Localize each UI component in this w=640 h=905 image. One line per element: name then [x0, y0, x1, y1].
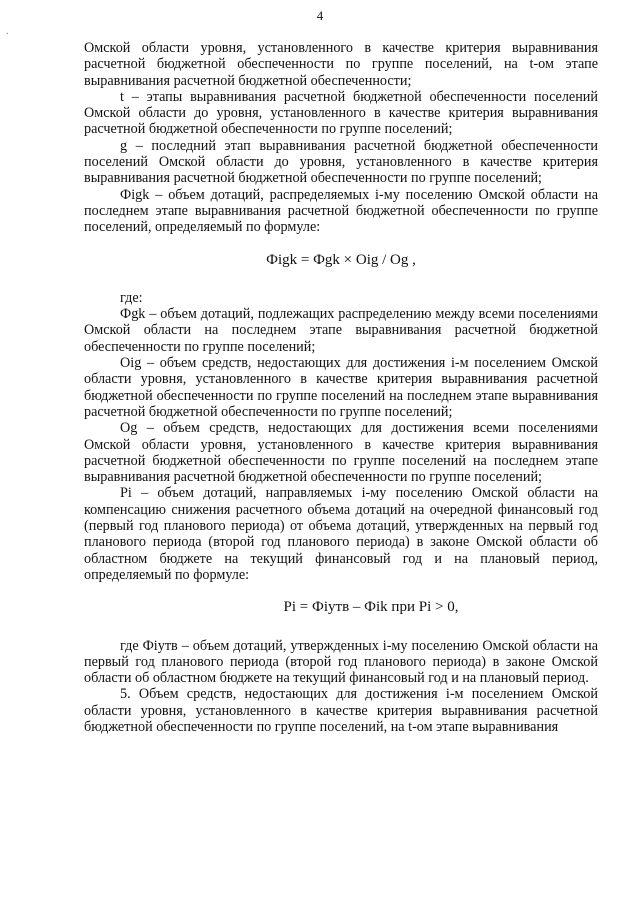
formula: Pi = Фiутв – Фik при Pi > 0,: [283, 599, 459, 616]
paragraph: Фigk – объем дотаций, распределяемых i-му поселению Омской области на последнем этапе выравнивания расчетной бюджетной обеспеченности по группе поселений, определяемый по формуле:: [84, 186, 598, 236]
corner-mark: .: [6, 26, 9, 37]
formula: Фigk = Фgk × Oig / Og ,: [266, 251, 416, 268]
paragraph: Pi – объем дотаций, направляемых i-му поселению Омской области на компенсацию снижения расчетного объема дотаций на очередной финансовый год (первый год планового периода) от объема дотаций, утвержденных на первый год планового периода (второй год планового периода) в законе Омской области об областном бюджете на текущий финансовый год и на плановый период, определяемый по формуле:: [84, 485, 598, 583]
page-number: 4: [316, 8, 324, 23]
paragraph: g – последний этап выравнивания расчетной бюджетной обеспеченности поселений Омской области до уровня, установленного в качестве критерия выравнивания расчетной бюджетной обеспеченности по группе поселений;: [84, 137, 598, 187]
paragraph: Фgk – объем дотаций, подлежащих распределению между всеми поселениями Омской области на последнем этапе выравнивания расчетной бюджетной обеспеченности по группе поселений;: [84, 306, 598, 355]
paragraph: 5. Объем средств, недостающих для достижения i-м поселением Омской области уровня, установленного в качестве критерия выравнивания расчетной бюджетной обеспеченности по группе поселений, на t-ом этапе выравнивания: [84, 686, 598, 735]
paragraph: Oig – объем средств, недостающих для достижения i-м поселением Омской области уровня, установленного в качестве критерия выравнивания расчетной бюджетной обеспеченности по группе поселений на последнем этапе выравнивания расчетной бюджетной обеспеченности по группе поселений;: [84, 355, 598, 420]
paragraph: где Фiутв – объем дотаций, утвержденных i-му поселению Омской области на первый год планового периода (второй год планового периода) в законе Омской области об областном бюджете на текущий финансовый год и на плановый период.: [84, 637, 598, 687]
paragraph: Og – объем средств, недостающих для достижения всеми поселениями Омской области уровня, установленного в качестве критерия выравнивания расчетной бюджетной обеспеченности по группе поселений на последнем этапе выравнивания расчетной бюджетной обеспеченности по группе поселений;: [84, 420, 598, 486]
paragraph: Омской области уровня, установленного в качестве критерия выравнивания расчетной бюджетной обеспеченности по группе поселений, на t-ом этапе выравнивания расчетной бюджетной обеспеченности;: [84, 40, 598, 89]
paragraph: где:: [120, 289, 143, 306]
body-text: [84, 40, 598, 735]
paragraph: t – этапы выравнивания расчетной бюджетной обеспеченности поселений Омской области до уровня, установленного в качестве критерия выравнивания расчетной бюджетной обеспеченности по группе поселений;: [84, 88, 598, 138]
